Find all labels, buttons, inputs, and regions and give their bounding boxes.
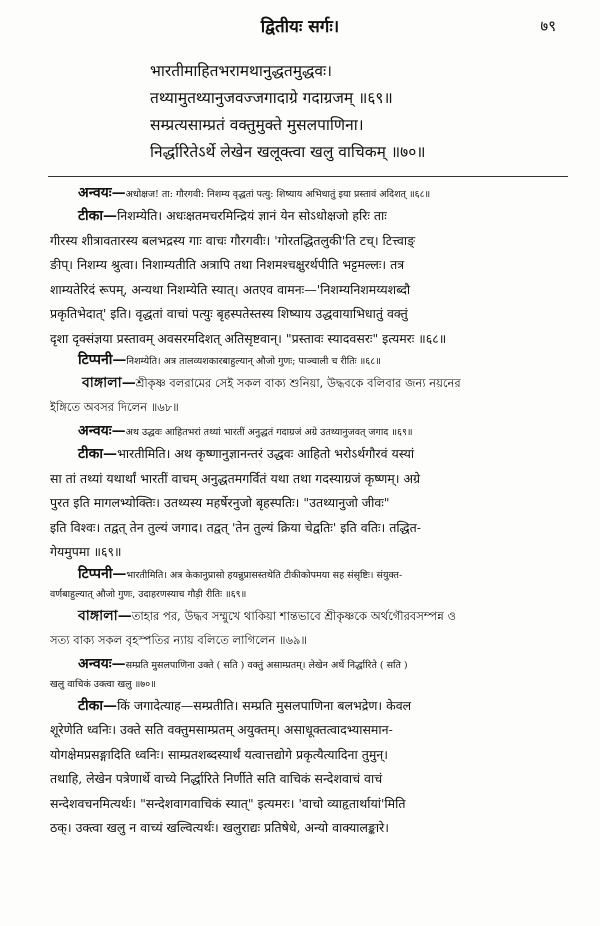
page-number: ७९ [540,17,556,35]
anvaya-label: अन्वयः— [78,185,126,201]
tippani-label: टिप्पनी— [78,352,127,368]
tika-70-line: शूरेणेति ध्वनिः। उक्ते सति वक्तुमसाम्प्रतम् अयुक्तम्। असाधूक्तत्वादभ्यासमान- [50,722,393,737]
tika-69-line [50,442,570,467]
anvaya-text: अथ उद्धवः आहितभरां तथ्यां भारतीं अनुद्धतं गदाग्रजं अग्रे उतथ्यानुजवत् जगाद ॥६९॥ [125,427,413,438]
anvaya-68 [50,184,570,204]
tika-70-line: तथाहि, लेखेन पत्रेणार्थे वाच्ये निर्द्धारिते निर्णीते सति वाचिकं सन्देशवाचं वाचं [50,771,383,786]
tippani-text: भारतीमिति। अत्र केकानुप्रासो हयन्नुप्रासस्तथेति टीकीकोपमया सह संसृष्टिः। संयुक्त- [126,569,403,581]
tika-68-line: गीरस्य शीत्रावतारस्य बलभद्रस्य गाः वाचः गौरगवीः। 'गोरतद्धितलुकी'ति टच्। टित्त्वाङ् [50,232,416,248]
chapter-title: द्वितीयः सर्गः। [260,17,340,37]
bangla-label: বাঙ্গালা— [78,607,132,624]
bangla-69-line: সত্য বাক্য সকল বৃহস্পতির ন্যায় বলিতে লাগিলেন ॥৬৯॥ [50,632,307,647]
anvaya-text: अधोक्षज! ता: गौरगवी: निशम्य वृद्धतां पत्यु: शिष्याय अभिधातुं इया प्रस्तावं अदिशत् ॥६८॥ [125,189,431,200]
tika-70-line: ठक्। उक्त्वा खलु न वाच्यं खल्वित्यर्थः। खलुराद्यः प्रतिषेधे, अन्यो वाक्यालङ्कारे। [50,820,389,835]
tika-label: टीका— [78,697,118,714]
tika-70-line [50,694,570,719]
verse-line: भारतीमाहितभरामथानुद्धतमुद्धवः। [150,62,333,80]
bangla-69-line [50,604,570,628]
tika-text: निशम्येति। अधःक्षतमचरमिन्द्रियं ज्ञानं येन सोऽधोक्षजो हरिः ताः [117,208,387,223]
bangla-text: শ্রীকৃষ্ণ বলরামের সেই সকল বাক্য শুনিয়া, উদ্ধবকে বলিবার জন্য নয়নের [135,376,461,390]
anvaya-label: अन्वयः— [78,423,126,439]
tippani-69-line: वर्णबाहुल्यात् औजो गुणः, उदाहरणस्याच गौड़ी रीतिः ॥६९॥ [50,588,247,600]
tika-68-line: ङीप्। निशम्य श्रुत्वा। निशाम्यतीति अत्रापि तथा निशमश्चक्षुरर्थपीति भट्टमल्लः। तत्र [50,257,405,272]
bangla-68-line [50,371,570,395]
tika-70-line: सन्देशवचनमित्यर्थः। "सन्देशवागवाचिकं स्यात्" इत्यमरः। 'वाचो व्याहृतार्थायां'मिति [50,795,406,811]
anvaya-label: अन्वयः— [78,655,126,672]
bangla-68-line: ইঙ্গিতে অবসর দিলেন ॥৬৮॥ [50,400,179,414]
tika-68-line: दृशा दृक्संज्ञया प्रस्तावम् अवसरमदिशत् अतिसृष्टवान्। "प्रस्तावः स्यादवसरः" इत्यमरः ॥६८॥ [50,330,447,346]
commentary-body [50,184,570,841]
tika-69-line: सा तां तथ्यां यथार्थां भारतीं वाचम् अनुद्धतमगर्वितं यथा तथा गदस्याग्रजं कृष्णम्। अग्रे [50,470,421,486]
tika-68-line: प्रकृतिभेदात्' इति। वृद्धतां वाचां पत्युः बृहस्पतेस्तस्य शिष्याय उद्धवायाभिधातुं वक्तुं [50,306,408,321]
tika-label: टीका— [78,208,118,224]
tika-69-line: इति विश्वः। तद्वत् तेन तुल्यं जगाद। तद्वत् 'तेन तुल्यं क्रिया चेद्वतिः' इति वतिः। तद्धित- [50,519,421,535]
verse-line: तथ्यामुतथ्यानुजवज्जगादाग्रे गदाग्रजम् ॥६९॥ [150,89,393,107]
verse-line: सम्प्रत्यसाम्प्रतं वक्तुमुक्ते मुसलपाणिना। [150,116,364,134]
anvaya-69 [50,422,570,442]
bangla-text: তাহার পর, উদ্ধব সম্মুখে থাকিয়া শান্তভাবে শ্রীকৃষ্ণকে অর্থগৌরবসম্পন্ন ও [131,608,456,623]
anvaya-70-line [50,655,570,675]
tippani-69-line [50,565,570,585]
tippani-text: निशम्येति। अत्र तालव्यशकारबाहुल्यान् औजो गुणः; पाञ्चाली च रीतिः ॥६८॥ [126,356,381,367]
tika-69-line: पुरत इति मागलभ्योक्तिः। उतथ्यस्य महर्षेरनुजो बृहस्पतिः। "उतथ्यानुजो जीवः" [50,495,390,510]
verse-block [150,58,590,166]
anvaya-text: सम्प्रति मुसलपाणिना उक्ते ( सति ) वक्तुं असाम्प्रतम्। लेखेन अर्थे निर्द्धारिते ( सति ) [125,659,408,671]
anvaya-70-line: खलु वाचिकं उक्त्वा खलु ॥७०॥ [50,678,156,690]
tika-label: टीका— [78,446,118,462]
divider-rule [48,176,568,177]
page-header [0,14,600,40]
verse-line: निर्द्धारितेऽर्थे लेखेन खलूक्त्वा खलु वाचिकम् ॥७०॥ [150,143,426,161]
tika-68-line [50,204,570,229]
tippani-68 [50,351,570,371]
tika-text: किं जगादेत्याह—सम्प्रतीति। सम्प्रति मुसलपाणिना बलभद्रेण। केवल [117,697,412,713]
tika-69-line: गेयमुपमा ॥६९॥ [50,544,122,559]
tika-68-line: शाम्यतेरिदं रूपम्, अन्यथा निशम्येति स्यात्। अतएव वामनः—'निशम्यनिशमय्यशब्दौ [50,281,411,297]
tika-70-line: योगक्षेमप्रसङ्गादिति ध्वनिः। साम्प्रतशब्दस्यार्थं यत्वात्तद्योगे प्रकृत्यैत्यादिना तुमुन्। [50,746,388,762]
tippani-label: टिप्पनी— [78,565,127,582]
bangla-label: বাঙ্গালা— [82,375,136,391]
tika-text: भारतीमिति। अथ कृष्णानुज्ञानन्तरं उद्धवः आहितो भरोऽर्थगौरवं यस्यां [117,446,415,461]
